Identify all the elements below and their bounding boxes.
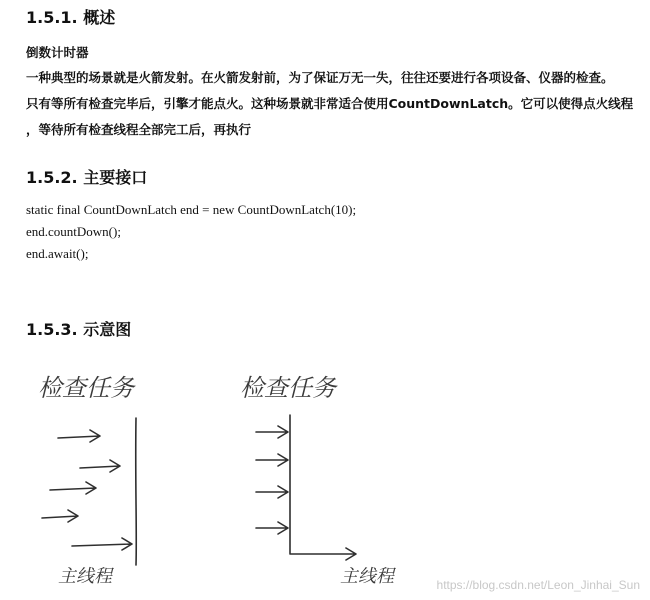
left-label-bottom: 主线程 bbox=[58, 566, 112, 587]
code-line-1: static final CountDownLatch end = new CountDownLatch(10); bbox=[26, 202, 357, 217]
overview-line-2: 只有等所有检查完毕后，引擎才能点火。这种场景就非常适合使用CountDownLatch。它可以使得点火线程 bbox=[26, 96, 634, 111]
left-arrow-2 bbox=[80, 460, 120, 472]
left-arrow-3 bbox=[50, 482, 96, 494]
left-arrows bbox=[42, 430, 132, 550]
left-arrow-4 bbox=[42, 510, 78, 522]
right-label-bottom: 主线程 bbox=[340, 566, 394, 587]
overview-subheading: 倒数计时器 bbox=[26, 45, 89, 60]
left-arrow-1 bbox=[58, 430, 100, 442]
left-arrow-5 bbox=[72, 538, 132, 550]
sketch-diagram bbox=[0, 360, 650, 600]
right-arrow-3 bbox=[256, 486, 288, 498]
overview-line-1: 一种典型的场景就是火箭发射。在火箭发射前，为了保证万无一失，往往还要进行各项设备、仪器的检查。 bbox=[26, 70, 614, 85]
right-arrow-2 bbox=[256, 454, 288, 466]
section-heading-interface: 1.5.2. 主要接口 bbox=[26, 168, 148, 187]
overview-line-3: ，等待所有检查线程全部完工后，再执行 bbox=[26, 122, 252, 137]
code-line-2: end.countDown(); bbox=[26, 224, 121, 239]
right-arrows bbox=[256, 426, 288, 534]
left-label-top: 检查任务 bbox=[38, 374, 134, 402]
right-arrow-1 bbox=[256, 426, 288, 438]
code-line-3: end.await(); bbox=[26, 246, 89, 261]
watermark: https://blog.csdn.net/Leon_Jinhai_Sun bbox=[436, 578, 640, 592]
section-heading-overview: 1.5.1. 概述 bbox=[26, 8, 116, 27]
section-heading-diagram: 1.5.3. 示意图 bbox=[26, 320, 132, 339]
right-arrow-4 bbox=[256, 522, 288, 534]
right-label-top: 检查任务 bbox=[240, 374, 336, 402]
left-barrier-line bbox=[136, 418, 137, 565]
right-barrier-and-main-arrow bbox=[290, 415, 356, 560]
